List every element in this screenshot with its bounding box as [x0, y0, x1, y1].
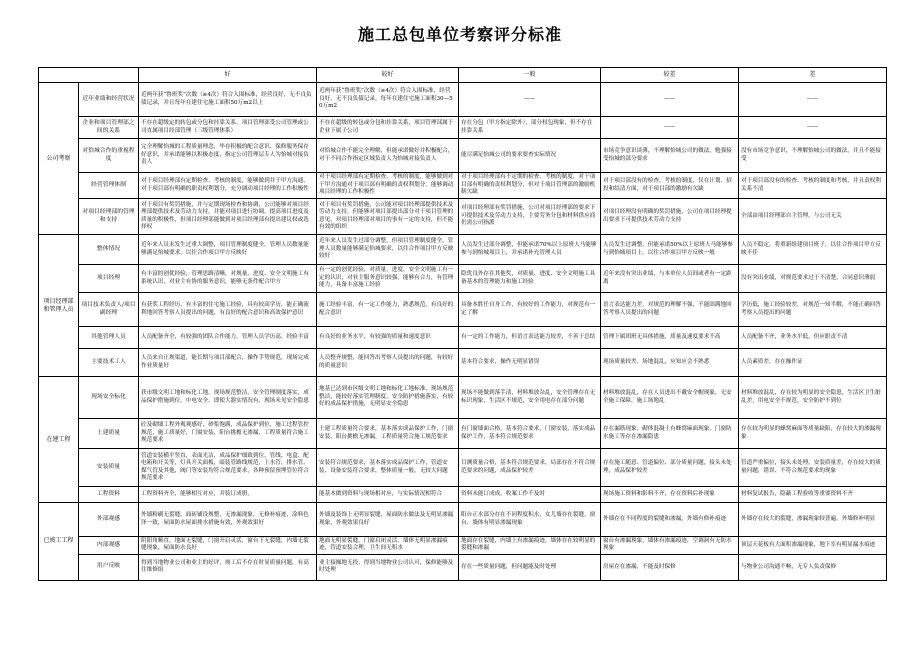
rating-cell: 有一定的工作能力，但语言表达能力较差，不善于总结	[459, 327, 601, 349]
rating-cell: ——	[459, 83, 601, 117]
evaluation-table	[38, 67, 887, 581]
rating-cell: 安装符合规范要求，基本落实成品保护工作，管道安装、设备安装符合要求，整体质量一般，无较大问题	[317, 449, 459, 487]
criterion-cell: 外部观感	[79, 503, 139, 537]
rating-cell: 人员不稳定，将重新组建项目班子，以往合作项目甲方反映不佳	[739, 235, 887, 265]
rating-cell: 人员发生过调整，但能承诺50%以上原班人马能够参与到怡城项目上，以往合作项目甲方反映一般	[601, 235, 739, 265]
rating-cell: 业主接操地无投，得到当地物业公司认可，保修能够及时处理	[317, 554, 459, 580]
rating-cell: 人员配备不齐，业务水平低，但应职责不清	[739, 327, 887, 349]
column-header: 一般	[459, 68, 601, 83]
table-row	[39, 449, 887, 487]
rating-cell: 近两年获“鲁班奖”次数（≥4次）符合入围标准，经营良好，无不良负债记录，每年在建住宅施工面积30—50万m2	[317, 83, 459, 117]
rating-cell: 不存在超级的转包或分包和挂靠关系，项目管理部属于企业下属子公司	[317, 117, 459, 139]
rating-cell: ——	[739, 117, 887, 139]
table-row	[39, 235, 887, 265]
criterion-cell: 经营管理体制	[79, 173, 139, 199]
criterion-cell: 对项目经理部的管理和支持	[79, 199, 139, 235]
rating-cell: 阴阳角顺直，地面无裂缝，门窗开启灵活，窗台下无裂缝，内墙无裂缝现象，屋面防水良好	[139, 537, 317, 555]
rating-cell: 得到当地物业公司和业主的好评，竣工后不存在时显质量问题，有高住维修组	[139, 554, 317, 580]
rating-cell: 能尽满足怡城公司的要求要查实际情况	[459, 139, 601, 173]
category-cell: 项目经理部和管理人员	[39, 235, 79, 377]
rating-cell: 存在较为明显的蜂窝麻面等质量缺陷，存在较大的渗漏现象	[739, 419, 887, 449]
rating-cell: 外墙及装饰上无明显裂缝，屋面防水做法及无明显渗漏现象，外观效果良好	[317, 503, 459, 537]
rating-cell: 地面无明显裂缝，门窗启闭灵活，墙体无明显渗漏痕迹，管道安装合理，卫生间无积水	[317, 537, 459, 555]
criterion-cell: 土建质量	[79, 419, 139, 449]
criterion-cell: 近年业绩和经营状况	[79, 83, 139, 117]
rating-cell: 存在漏筋现象，砌体混凝土有蜂窝麻面现象，门窗防水施工等存在渗漏隐患	[601, 419, 739, 449]
criterion-cell: 企业和项目管理部之间的关系	[79, 117, 139, 139]
rating-cell: 近年来人员发生过部分调整，但项目管理制度健全，管理人员数量能够满足怡城要求，以往合作项目甲方反映较好	[317, 235, 459, 265]
rating-cell: 没有市场竞争意识，不理解怡城公司的做法，并且不能接受	[739, 139, 887, 173]
rating-cell: ——	[739, 83, 887, 117]
rating-cell: 施工经验丰富，有一定工作能力，熟悉规范，有良好的配合意识	[317, 293, 459, 327]
criterion-cell: 整体情况	[79, 235, 139, 265]
rating-cell: 外墙存在不同程度的裂缝和渗漏，外墙有修补痕迹	[601, 503, 739, 537]
rating-cell: 存在施工随意、管道偏位、部分质量问题，接头未处理，成品保护较差	[601, 449, 739, 487]
rating-cell: 近年来人员未发生过重大调整，项目管理制度健全，管理人员数量能够满足怡城要求，以往合作项目甲方反映好	[139, 235, 317, 265]
table-row	[39, 537, 887, 555]
table-row	[39, 83, 887, 117]
rating-cell: 地基已达到市区级文明工地和标化工地标准，现场规范整洁，能较好落实管理制度，安全防护措施落实，有较好的成品保护措施，无明显安全隐患	[317, 377, 459, 419]
rating-cell: 地面存在裂缝，内墙上有渗漏痕迹，墙体存在较明显的裂缝和渗漏	[459, 537, 601, 555]
rating-cell: 管道安装横平竖直，表面光洁，成品保护细致到位，管线、电盒、配电箱和开关等，灯具开关面板，暗装管路线规范，上水管，排水管，煤气管及其他，阀门等安装均符合规范要求，各种预留预埋管位符合规范要求	[139, 449, 317, 487]
table-row	[39, 377, 887, 419]
criterion-cell: 项目经理	[79, 265, 139, 293]
rating-cell: 没有突出业绩，对规范要求过于不清楚，合同意识薄弱	[739, 265, 887, 293]
rating-cell: 有丰富的创优经验，管理思路清晰，对规量、进度、安全文明施工有系统认识，对业主有协的服务意识，能够无条件配合甲方	[139, 265, 317, 293]
rating-cell: ——	[601, 117, 739, 139]
rating-cell: 对项目经理没有明确的奖罚措施，公司在项目经理提出要求下可提供技术劳动力支持	[601, 199, 739, 235]
page-title: 施工总包单位考察评分标准	[357, 25, 562, 44]
rating-cell: 存在一些质量问题，但问题能及时处理	[459, 554, 601, 580]
rating-cell: 有良好的业务水平，有较强的质量和速度意识	[317, 327, 459, 349]
rating-cell: 管道严重偏位，接头未处理，安装质量差，存在较大的质量问题，错误、不符合规范要求的现象	[739, 449, 887, 487]
rating-cell: 有获奖工程经历，有丰富的住宅施工经验，具有较高学历，能正确流利地回答考察人员提出的问题，有良好的配合意识和高效保护意识	[139, 293, 317, 327]
table-row	[39, 327, 887, 349]
rating-cell: 管理下属团班无具体措施，质量及速度要求不高	[601, 327, 739, 349]
rating-cell: 房屋存在渗漏，不能及时保修	[601, 554, 739, 580]
category-cell: 公司考察	[39, 83, 79, 235]
criterion-cell: 其他管理人员	[79, 327, 139, 349]
rating-cell: 有门窗墙面合格，基本符合要求，门窗安装，落实成品保护工作，基本符合规范要求	[459, 419, 601, 449]
criterion-cell: 现场安全标化	[79, 377, 139, 419]
rating-cell: 近年来没有突出业绩，与本单位人员间或者有一定距离	[601, 265, 739, 293]
column-header: 较差	[601, 68, 739, 83]
rating-cell: 资料未能订成成，收案工作不及时	[459, 487, 601, 503]
rating-cell: 外墙存在较大的裂缝，渗漏现象较普遍，外墙修补明显	[739, 503, 887, 537]
rating-cell: 对于项目经理部有定期检查、考核的制度，能够做到对于甲方沟通对于项目部有明确的责权利划分，能够调动项目经理的工作积极性	[317, 173, 459, 199]
rating-cell: 学历低，施工经验较差，对规范一知半解，不能正确回答考察人员提出的问题	[739, 293, 887, 327]
rating-cell: 阳台正水部分存在不同程度积水，女儿墙存在裂缝，窗台、墙体有明显渗漏现象	[459, 503, 601, 537]
column-header: 差	[739, 68, 887, 83]
rating-cell: 语言表达能力差，对规范的理解不强，不能固满地回答考察人员提出的问题	[601, 293, 739, 327]
rating-cell: 存在分包（甲方指定除外），部分权包现象，但不存在挂靠关系	[459, 117, 601, 139]
table-row	[39, 503, 887, 537]
rating-cell: 人员素质差，存在操作证	[739, 349, 887, 377]
table-row	[39, 117, 887, 139]
rating-cell: 材料堆放混乱，存在较为明显的安全隐患，生活区卫生脏乱差，用电安全不规范，安全防护不到位	[739, 377, 887, 419]
rating-cell: ——	[601, 83, 739, 117]
rating-cell: 不存在超级定的转包或分包和挂靠关系，项目管理部受公司管理或公司直属项目经部管理（三级管理体系）	[139, 117, 317, 139]
rating-cell: 对于项目经理部有不定期的检查、考核的制度，对于项目部有明确的责权利划分，但对于项目管理部的激励机制欠缺	[459, 173, 601, 199]
rating-cell: 对于项目部没有的检查、考核的制度，仅在计划、招投和结清方面，对于项目部的激励有欠缺	[601, 173, 739, 199]
rating-cell: 现场施工资料和影料不齐，存在资料后补现象	[601, 487, 739, 503]
criterion-cell: 内部观感	[79, 537, 139, 555]
rating-cell: 市场竞争意识谈薄，不理解怡城公司的做法，勉强接受怡城的部分要求	[601, 139, 739, 173]
category-cell: 已竣工工程	[39, 503, 79, 581]
rating-cell: 人员发生过部分调整，但能承诺70%以上原班人马能够参与到怡城项目上，并承诺补充管理人员	[459, 235, 601, 265]
rating-cell: 材料堆放混乱，存在人员进出不戴安全帽现象，无安全施工保障，施工场地乱	[601, 377, 739, 419]
header-row	[39, 68, 887, 83]
rating-cell: 材料复试报告，隐蔽工程验收等重要资料不齐	[739, 487, 887, 503]
rating-cell: 与物业公司沟通不畅，无专人负责保修	[739, 554, 887, 580]
rating-cell: 有一定的创优经验，对质量、进度、安全文明施工有一定的认识，对业主服务意识较强，能够有合力，有管理能力，具备丰富施工经验	[317, 265, 459, 293]
table-row	[39, 139, 887, 173]
table-row	[39, 293, 887, 327]
rating-cell: 对项目经理部有奖罚措施，公司对项目经理部的要求下可提供技术及劳动力支持，主要劳务分包和材料供应商仍需公司指派	[459, 199, 601, 235]
rating-cell: 人员来自正规渠道，能长期与项目部配合，操作手势规范，现场完成作业质量好	[139, 349, 317, 377]
rating-cell: 对于项目有奖罚措施，公司能对项目经理部提供技术及劳动力支持，但能够对项目部提出部分对于项目管理的意见，对项目经理部对项目的事有一定的支持，但不能有效的组织	[317, 199, 459, 235]
rating-cell: 顶层天花板有大面积渗漏现象，地下室有明显漏水痕迹	[739, 537, 887, 555]
rating-cell: 人员配备齐全，有较强的团队合作能力，管理人员学历高，经验丰富	[139, 327, 317, 349]
table-row	[39, 265, 887, 293]
rating-cell: 现场质量较差，场地混乱，应知应会不熟悉	[601, 349, 739, 377]
criterion-cell: 项目技术负责人/项目副经理	[79, 293, 139, 327]
table-row	[39, 173, 887, 199]
criterion-cell: 主要技术工人	[79, 349, 139, 377]
category-cell: 在建工程	[39, 377, 79, 503]
rating-cell: 人员整齐规整，能回答出考察人员提出的问题，有较好的质量意识	[317, 349, 459, 377]
criterion-cell: 安装质量	[79, 449, 139, 487]
rating-cell: 隐优良外存在其他奖，对质量、进度、安全文明施工具备基本的管理能力和施工经验	[459, 265, 601, 293]
rating-cell: 基本符合要求，操作无明显错误	[459, 349, 601, 377]
rating-cell: 全部由项目经理部自主管理，与公司无关	[739, 199, 887, 235]
rating-cell: 工程资料齐全，能够相互对应，并装订成册，	[139, 487, 317, 503]
rating-cell: 现场不能做到落手清，材料堆放杂乱，安全管理存在无标识现象，生活区不规范，安全用电存在部分问题	[459, 377, 601, 419]
rating-cell: 窗台有渗漏现象，墙体有渗漏痕迹，空调洞有无防水现象	[601, 537, 739, 555]
table-row	[39, 419, 887, 449]
table-row	[39, 487, 887, 503]
criterion-cell: 对恰城合作的重视程度	[79, 139, 139, 173]
column-header: 好	[139, 68, 317, 83]
table-row	[39, 199, 887, 235]
rating-cell: 对于项目有奖罚措施，并与定期现场检查和协调，公司能够对项目经理部提供技术及劳动力支持，并能对项目进行协调，提高项目进度及质量的积极性，但项目经理部能做到对项目经理部有提出建议权或选择权	[139, 199, 317, 235]
criterion-cell: 用户反映	[79, 554, 139, 580]
rating-cell: 具备本胜任自身工作，有较好的工作能力，对规范有一定了解	[459, 293, 601, 327]
header-corner	[39, 68, 139, 83]
rating-cell: 对于项目部没有的检查、考核的制度和考核，并且责权利关系不清	[739, 173, 887, 199]
table-row	[39, 349, 887, 377]
rating-cell: 近两年获“鲁班奖”次数（≥4次）符合入围标准，经营良好，无不良负债记录，并且每年在建住宅施工面积50万m2以上	[139, 83, 317, 117]
table-row	[39, 554, 887, 580]
rating-cell: 对于项目经理部有定期检查、考核的制度，能够做到并于甲方沟通，对于项目部有明确的职责权利划分，充分调动项目经理的工作积极性	[139, 173, 317, 199]
criterion-cell: 工程资料	[79, 487, 139, 503]
rating-cell: 外墙粉刷无裂缝，面砖铺设规整，无渗漏现象，无修补痕迹，涂料色泽一致，屋面防水屋面排水措施有效，外观效果好	[139, 503, 317, 537]
rating-cell: 能基本做到资料与现场相对应，与实际情况相符合	[317, 487, 459, 503]
rating-cell: 获市级文明工地和标化工地，现场规范整洁，安全管理制度落实，成品保护措施到位，中电安全，即使大器实情况有，现场未见安全隐患	[139, 377, 317, 419]
rating-cell: 对恰城合作不能完全理解，但能承诺做好并积极配合，对于不同合作指定区域负责人为怡城对接负责人	[317, 139, 459, 173]
rating-cell: 土建工程质量符合要求，基本落实成品保护工作，门窗安装，阳台挑檐无渗漏，工程质量符合施工规范要求	[317, 419, 459, 449]
rating-cell: 完全理解怡城的工程质量理念，毕存积极的配合意识、保修服务保存好意识，并承诺能够以积极态度，指定公司管理层专人为怡城对接负责人	[139, 139, 317, 173]
rating-cell: 目测质量合格，基本符合规范要求，局部存在不符合规范要求的问题，成品保护较差	[459, 449, 601, 487]
column-header: 较好	[317, 68, 459, 83]
rating-cell: 砼及砌墙工程外观观感好，砂浆饱满，成品保护到位，施工过程管控规范，施工质量好，门窗安装，阳台挑檐无渗漏，工程质量符合施工规范要求	[139, 419, 317, 449]
